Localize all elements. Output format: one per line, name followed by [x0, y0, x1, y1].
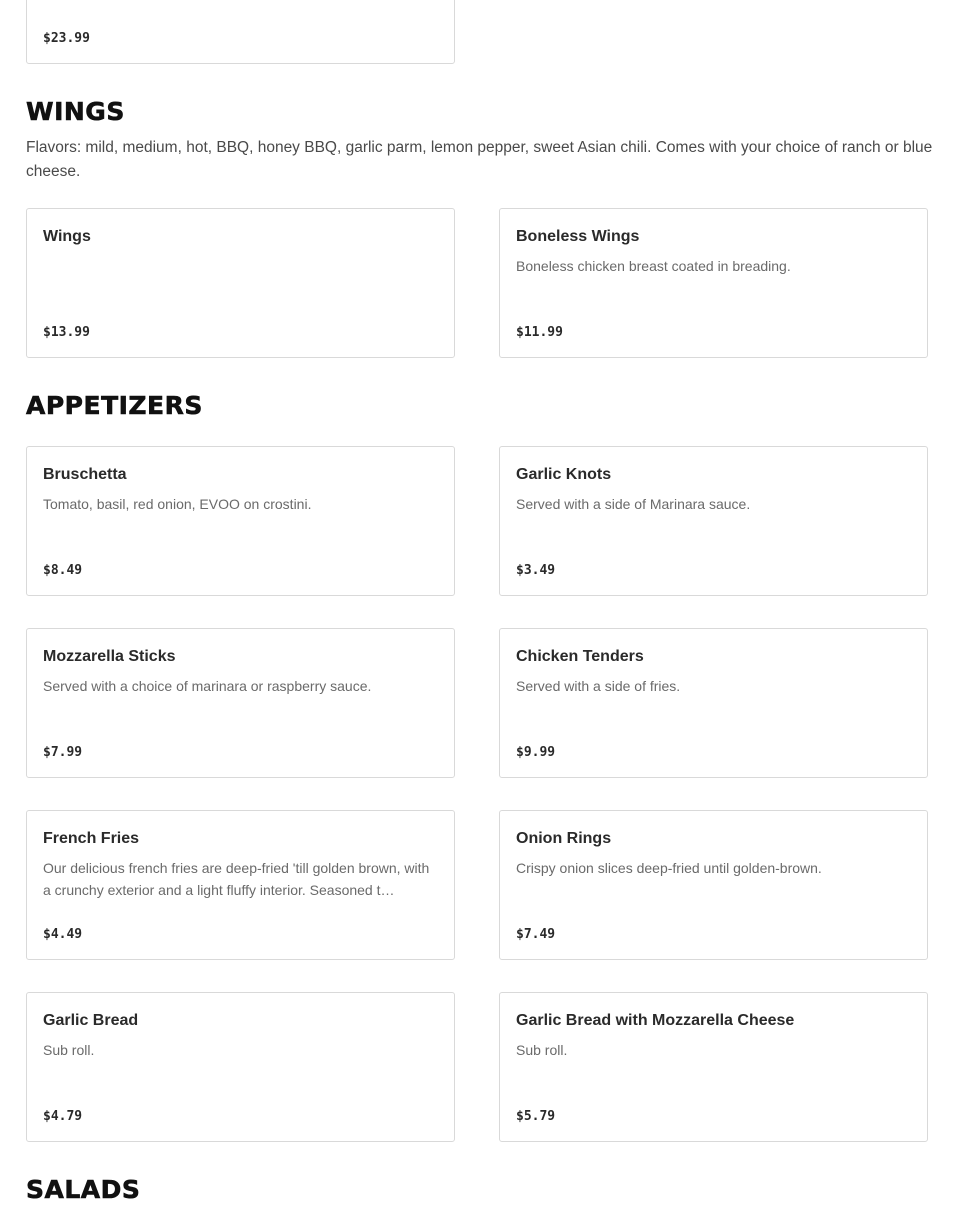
item-description: Crispy onion slices deep-fried until golden-brown.: [516, 860, 822, 876]
item-description: Tomato, basil, red onion, EVOO on crostini.: [43, 496, 312, 512]
item-description: Boneless chicken breast coated in breading.: [516, 258, 791, 274]
item-name: Garlic Bread: [43, 1012, 139, 1029]
item-name: French Fries: [43, 830, 140, 847]
item-description: Served with a side of fries.: [516, 678, 681, 694]
item-description: Sub roll.: [516, 1042, 568, 1058]
item-name: Mozzarella Sticks: [43, 648, 176, 665]
section-title-wings: WINGS: [26, 97, 125, 126]
menu-item-card[interactable]: [26, 992, 455, 1142]
item-name: Bruschetta: [43, 466, 127, 483]
menu-item-card[interactable]: [26, 810, 455, 960]
item-name: Onion Rings: [516, 830, 612, 847]
menu-item-card[interactable]: [499, 628, 928, 778]
menu-item-card[interactable]: [499, 208, 928, 358]
item-price: $13.99: [43, 325, 90, 340]
item-price: $7.99: [43, 745, 83, 760]
item-name: Wings: [43, 228, 91, 245]
item-price: $11.99: [516, 325, 563, 340]
menu-item-card[interactable]: [26, 208, 455, 358]
item-name: Chicken Tenders: [516, 648, 644, 665]
item-description: Sub roll.: [43, 1042, 95, 1058]
item-price: $5.79: [516, 1109, 556, 1124]
item-name: Boneless Wings: [516, 228, 640, 245]
item-price: $7.49: [516, 927, 556, 942]
item-description: Our delicious french fries are deep-fried 'till golden brown, with a crunchy exterior and a light fluffy interior. Seasoned t…: [43, 860, 430, 898]
menu-item-card[interactable]: [26, 446, 455, 596]
item-price: $8.49: [43, 563, 83, 578]
section-description-wings: Flavors: mild, medium, hot, BBQ, honey BBQ, garlic parm, lemon pepper, sweet Asian chili. Comes with your choice of ranch or blue cheese.: [26, 139, 933, 180]
menu-item-card[interactable]: [499, 810, 928, 960]
item-name: Garlic Bread with Mozzarella Cheese: [516, 1012, 795, 1029]
menu-item-card[interactable]: [26, 628, 455, 778]
section-title-salads: SALADS: [26, 1175, 141, 1204]
item-price: $3.49: [516, 563, 556, 578]
menu-item-card[interactable]: [499, 992, 928, 1142]
item-price: $4.49: [43, 927, 83, 942]
item-name: Garlic Knots: [516, 466, 612, 483]
item-price: $23.99: [43, 31, 90, 46]
menu-item-card[interactable]: [499, 446, 928, 596]
item-description: Served with a side of Marinara sauce.: [516, 496, 751, 512]
item-price: $9.99: [516, 745, 556, 760]
item-description: Served with a choice of marinara or raspberry sauce.: [43, 678, 372, 694]
section-title-appetizers: APPETIZERS: [26, 391, 203, 420]
item-price: $4.79: [43, 1109, 83, 1124]
menu-item-card[interactable]: [26, 0, 455, 64]
